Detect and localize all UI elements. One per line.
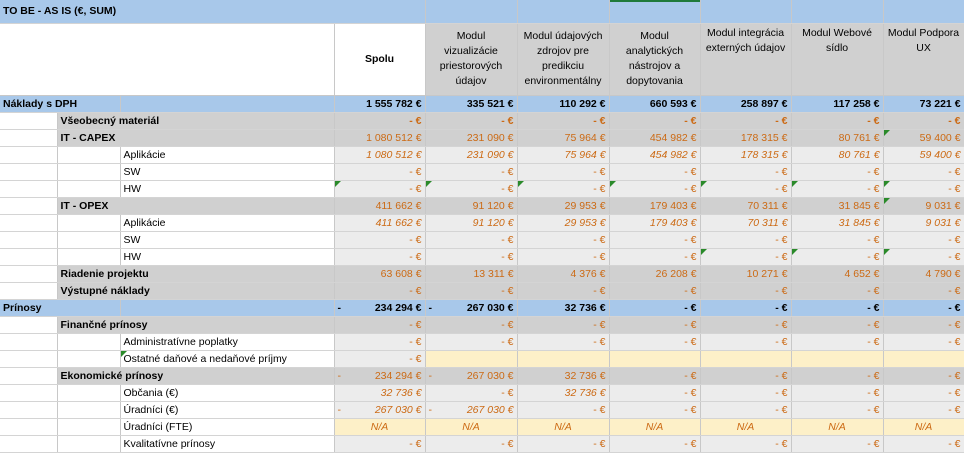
row-label[interactable]: Finančné prínosy	[57, 316, 334, 333]
row-label[interactable]: Administratívne poplatky	[120, 333, 334, 350]
row-label[interactable]: Výstupné náklady	[57, 282, 334, 299]
row-label[interactable]: SW	[120, 163, 334, 180]
table-row: Kvalitatívne prínosy - € - € - € - € - € - € - €	[0, 435, 964, 452]
row-label[interactable]: Ostatné daňové a nedaňové príjmy	[120, 350, 334, 367]
row-label[interactable]: HW	[120, 180, 334, 197]
table-row: Prínosy - 234 294 € - 267 030 € 32 736 € - € - € - € - €	[0, 299, 964, 316]
col-header-integracia[interactable]: Modul integrácia externých údajov	[700, 23, 791, 95]
table-row: Všeobecný materiál - € - € - € - € - € - € - €	[0, 112, 964, 129]
title-row	[0, 0, 964, 23]
row-label[interactable]: IT - CAPEX	[57, 129, 334, 146]
row-label[interactable]: Občania (€)	[120, 384, 334, 401]
row-label[interactable]: Prínosy	[0, 299, 120, 316]
table-row: Úradníci (€) - 267 030 € - 267 030 € - € - € - € - € - €	[0, 401, 964, 418]
table-row: Aplikácie 1 080 512 € 231 090 € 75 964 € 454 982 € 178 315 € 80 761 € 59 400 €	[0, 146, 964, 163]
table-row: Úradníci (FTE) N/A N/A N/A N/A N/A N/A N/A	[0, 418, 964, 435]
row-label[interactable]: Kvalitatívne prínosy	[120, 435, 334, 452]
table-row: Občania (€) 32 736 € - € 32 736 € - € - € - € - €	[0, 384, 964, 401]
table-row: Ekonomické prínosy - 234 294 € - 267 030 € 32 736 € - € - € - € - €	[0, 367, 964, 384]
table-row: SW - € - € - € - € - € - € - €	[0, 231, 964, 248]
column-header-row	[0, 23, 964, 95]
col-header-udajove-zdroje[interactable]: Modul údajových zdrojov pre predikciu environmentálny	[517, 23, 609, 95]
table-row: Riadenie projektu 63 608 € 13 311 € 4 376 € 26 208 € 10 271 € 4 652 € 4 790 €	[0, 265, 964, 282]
table-row: Výstupné náklady - € - € - € - € - € - € - €	[0, 282, 964, 299]
table-row: Administratívne poplatky - € - € - € - € - € - € - €	[0, 333, 964, 350]
table-row: Aplikácie 411 662 € 91 120 € 29 953 € 179 403 € 70 311 € 31 845 € 9 031 €	[0, 214, 964, 231]
sheet-title[interactable]: TO BE - AS IS (€, SUM)	[0, 0, 334, 23]
table-row: HW - € - € - € - € - € - € - €	[0, 180, 964, 197]
row-label[interactable]: HW	[120, 248, 334, 265]
table-row: HW - € - € - € - € - € - € - €	[0, 248, 964, 265]
row-label[interactable]: Ekonomické prínosy	[57, 367, 334, 384]
row-label[interactable]: Aplikácie	[120, 146, 334, 163]
col-header-vizualizacia[interactable]: Modul vizualizácie priestorových údajov	[425, 23, 517, 95]
table-row: Náklady s DPH 1 555 782 € 335 521 € 110 292 € 660 593 € 258 897 € 117 258 € 73 221 €	[0, 95, 964, 112]
table-row: Finančné prínosy - € - € - € - € - € - € - €	[0, 316, 964, 333]
table-row: Ostatné daňové a nedaňové príjmy - €	[0, 350, 964, 367]
row-label[interactable]: Riadenie projektu	[57, 265, 334, 282]
col-header-analyticke[interactable]: Modul analytických nástrojov a dopytovania	[609, 23, 700, 95]
col-header-spolu[interactable]: Spolu	[334, 23, 425, 95]
row-label[interactable]: Úradníci (FTE)	[120, 418, 334, 435]
col-header-podpora-ux[interactable]: Modul Podpora UX	[883, 23, 964, 95]
table-row: IT - CAPEX 1 080 512 € 231 090 € 75 964 € 454 982 € 178 315 € 80 761 € 59 400 €	[0, 129, 964, 146]
row-label[interactable]: Aplikácie	[120, 214, 334, 231]
row-label[interactable]: Úradníci (€)	[120, 401, 334, 418]
row-label[interactable]: Náklady s DPH	[0, 95, 120, 112]
row-label[interactable]: IT - OPEX	[57, 197, 334, 214]
row-label[interactable]: Všeobecný materiál	[57, 112, 334, 129]
table-row: IT - OPEX 411 662 € 91 120 € 29 953 € 179 403 € 70 311 € 31 845 € 9 031 €	[0, 197, 964, 214]
row-label[interactable]: SW	[120, 231, 334, 248]
col-header-webove-sidlo[interactable]: Modul Webové sídlo	[791, 23, 883, 95]
table-row: SW - € - € - € - € - € - € - €	[0, 163, 964, 180]
